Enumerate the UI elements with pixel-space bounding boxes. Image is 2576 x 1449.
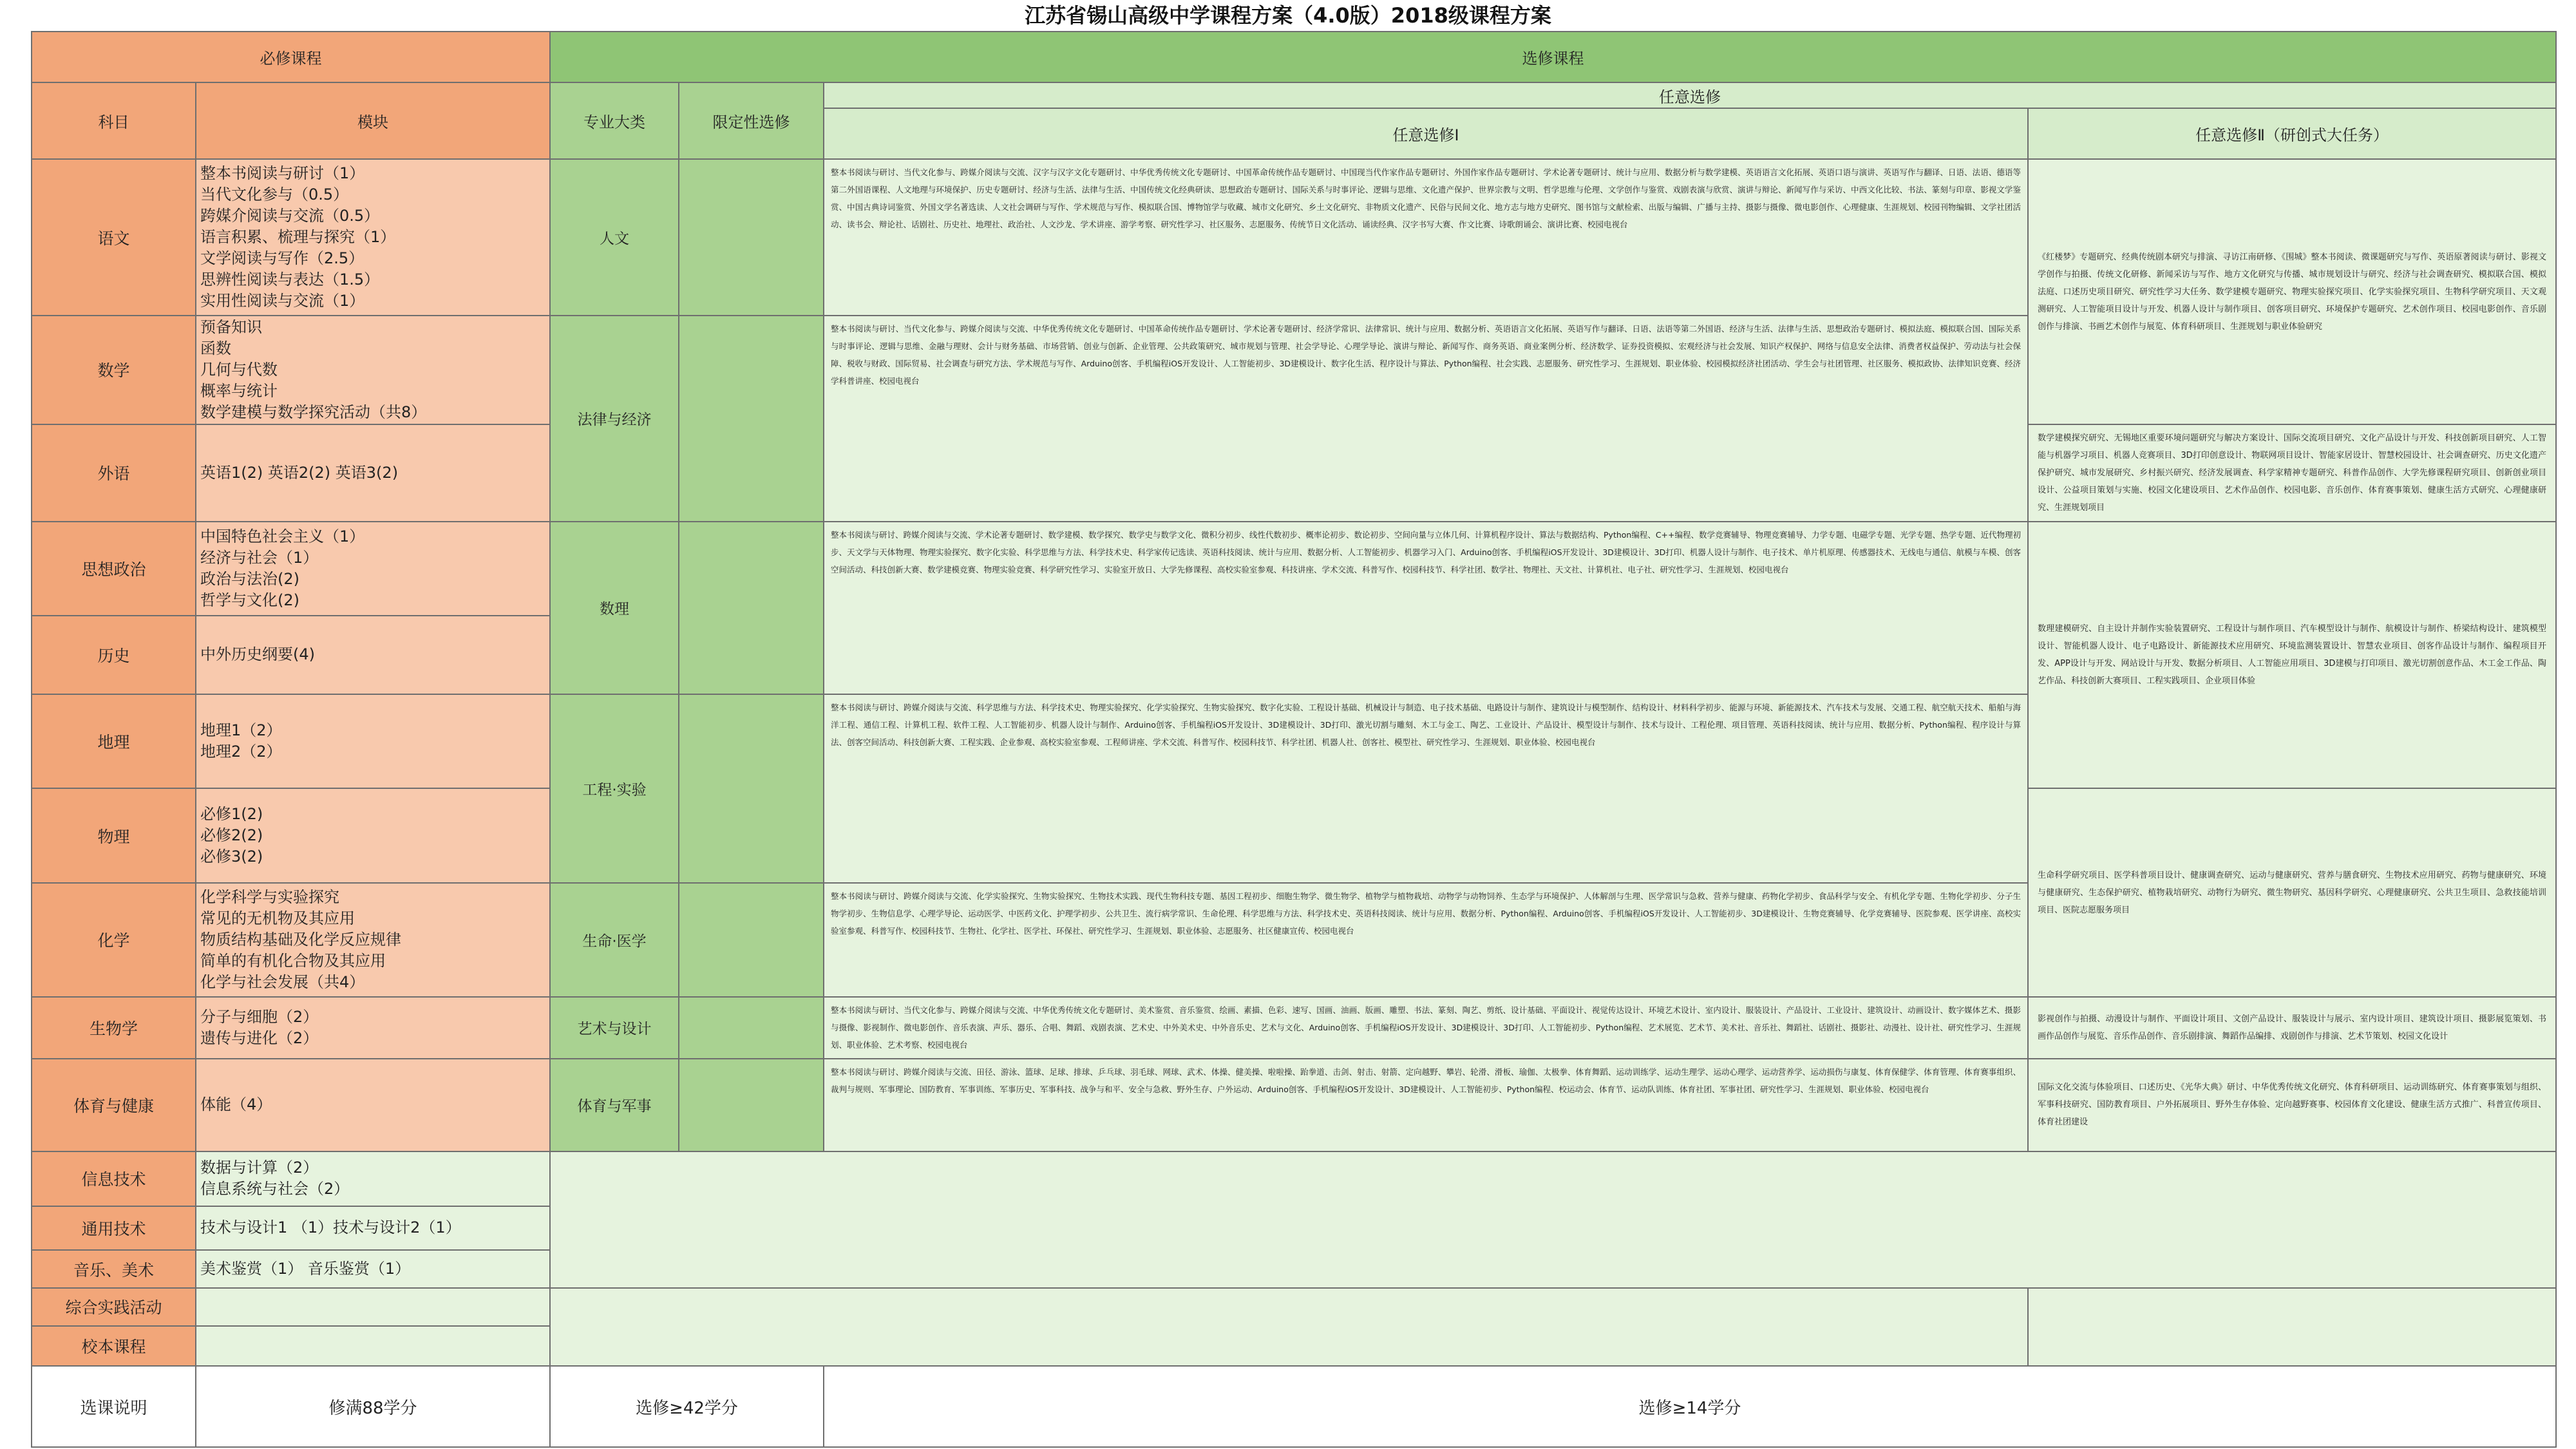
module-item: 体能（4） [200,1095,272,1114]
module-column-header: 模块 [196,82,550,159]
module-cell [196,883,550,997]
limited-elective-credits-note: 选修≥42学分 [550,1366,824,1447]
elective-courses-header: 选修课程 [550,32,2556,82]
module-item: 函数 [200,339,231,357]
module-cell [196,788,550,883]
optional-elective-1-content: 整本书阅读与研讨、当代文化参与、跨媒介阅读与交流、中华优秀传统文化专题研讨、中国革命传统作品专题研讨、学术论著专题研讨、经济学常识、法律常识、统计与应用、数据分析、英语语言文化拓展、英语写作与翻译、日语、法语等第二外国语、经济与生活、法律与生活、思想政治专题研讨、模拟法庭、模拟联合国、国际关系与时事评论、逻辑与思维、金融与理财、会计与财务基础、市场营销、创业与创新、企业管理、公共政策研究、城市规划与管理、社会学导论、心理学导论、演讲与辩论、新闻写作、商务英语、商业案例分析、经济数学、证券投资模拟、宏观经济与社会发展、知识产权保护、网络与信息安全法律、消费者权益保护、劳动法与社会保障、税收与财政、国际贸易、社会调查与研究方法、学术规范与写作、Arduino创客、手机编程iOS开发设计、人工智能初步、3D建模设计、数字化生活、程序设计与算法、Python编程、社会实践、志愿服务、研究性学习、生涯规划、职业体验、校园模拟经济社团活动、学生会与社团管理、社区服务、模拟政协、法律知识竞赛、经济学科普讲座、校园电视台 [824,316,2028,522]
subject-name: 生物学 [32,997,196,1059]
module-item: 中国特色社会主义（1） [200,527,365,545]
module-item: 信息系统与社会（2） [200,1180,350,1198]
subject-name: 地理 [32,694,196,789]
optional-elective-2-content: 《红楼梦》专题研究、经典传统剧本研究与排演、寻访江南研修、《围城》整本书阅读、微课题研究与写作、英语原著阅读与研讨、影视文学创作与拍摄、传统文化研修、新闻采访与写作、地方文化研究与传播、城市规划设计与研究、经济与社会调查研究、模拟联合国、模拟法庭、口述历史项目研究、研究性学习大任务、数学建模专题研究、物理实验探究项目、化学实验探究项目、生物科学研究项目、天文观测研究、人工智能项目设计与开发、机器人设计与制作项目、创客项目研究、环境保护专题研究、艺术创作项目、校园电影创作、音乐剧创作与排演、书画艺术创作与展览、体育科研项目、生涯规划与职业体验研究 [2028,159,2556,424]
subject-name: 语文 [32,159,196,316]
module-item: 化学科学与实验探究 [200,887,339,906]
module-item: 概率与统计 [200,381,278,400]
subject-name: 历史 [32,616,196,694]
module-cell [196,424,550,522]
required-courses-header: 必修课程 [32,32,550,82]
limited-elective-header: 限定性选修 [679,82,824,159]
module-item: 语言积累、梳理与探究（1） [200,228,396,247]
optional-elective-2-header: 任意选修Ⅱ（研创式大任务） [2028,108,2556,159]
module-cell [196,1326,550,1367]
subject-name: 物理 [32,788,196,883]
major-category: 人文 [550,159,679,316]
subject-name: 化学 [32,883,196,997]
major-category: 生命·医学 [550,883,679,997]
subject-column-header: 科目 [32,82,196,159]
module-item: 简单的有机化合物及其应用 [200,951,386,970]
major-category: 艺术与设计 [550,997,679,1059]
subject-name: 数学 [32,316,196,424]
subject-name: 体育与健康 [32,1059,196,1151]
module-item: 经济与社会（1） [200,548,319,567]
module-item: 化学与社会发展（共4） [200,972,365,991]
optional-elective-2-content: 国际文化交流与体验项目、口述历史、《光华大典》研讨、中华优秀传统文化研究、体育科研项目、运动训练研究、体育赛事策划与组织、军事科技研究、国防教育项目、户外拓展项目、野外生存体验、定向越野赛事、校园体育文化建设、健康生活方式推广、科普宣传项目、体育社团建设 [2028,1059,2556,1151]
required-credits-note: 修满88学分 [196,1366,550,1447]
module-cell [196,694,550,789]
subject-name: 外语 [32,424,196,522]
elective-empty-area [550,1288,2028,1366]
module-item: 几何与代数 [200,360,278,379]
limited-elective-cell [679,997,824,1059]
module-item: 美术鉴赏（1） 音乐鉴赏（1） [200,1260,411,1278]
module-item: 思辨性阅读与表达（1.5） [200,270,380,289]
limited-elective-cell [679,883,824,997]
optional-elective-2-content: 数学建模探究研究、无锡地区重要环境问题研究与解决方案设计、国际交流项目研究、文化产品设计与开发、科技创新项目研究、人工智能与机器学习项目、机器人竞赛项目、3D打印创意设计、物联网项目设计、智能家居设计、智慧校园设计、社会调查研究、历史文化遗产保护研究、城市发展研究、乡村振兴研究、经济发展调查、科学家精神专题研究、科普作品创作、大学先修课程研究项目、创新创业项目设计、公益项目策划与实施、校园文化建设项目、艺术作品创作、校园电影、音乐创作、体育赛事策划、健康生活方式研究、心理健康研究、生涯规划项目 [2028,424,2556,522]
module-cell [196,522,550,616]
elective-empty-area [550,1151,2556,1288]
selection-note-label: 选课说明 [32,1366,196,1447]
module-cell [196,159,550,316]
limited-elective-cell [679,694,824,883]
module-item: 哲学与文化(2) [200,591,299,609]
limited-elective-cell [679,316,824,522]
optional-elective-2-content: 生命科学研究项目、医学科普项目设计、健康调查研究、运动与健康研究、营养与膳食研究、生物技术应用研究、药物与健康研究、环境与健康研究、生态保护研究、植物栽培研究、动物行为研究、微生物研究、基因科学研究、心理健康研究、公共卫生项目、急救技能培训项目、医院志愿服务项目 [2028,788,2556,997]
optional-elective-header: 任意选修 [824,82,2556,108]
optional-elective-2-content: 数理建模研究、自主设计并制作实验装置研究、工程设计与制作项目、汽车模型设计与制作、航模设计与制作、桥梁结构设计、建筑模型设计、智能机器人设计、电子电路设计、新能源技术应用研究、环境监测装置设计、智慧农业项目、创客作品设计与制作、编程项目开发、APP设计与开发、网站设计与开发、数据分析项目、人工智能应用项目、3D建模与打印项目、激光切割创意作品、木工金工作品、陶艺作品、科技创新大赛项目、工程实践项目、企业项目体验 [2028,522,2556,789]
optional-elective-1-content: 整本书阅读与研讨、跨媒介阅读与交流、学术论著专题研讨、数学建模、数学探究、数学史与数学文化、微积分初步、线性代数初步、概率论初步、数论初步、空间向量与立体几何、计算机程序设计、算法与数据结构、Python编程、C++编程、数学竞赛辅导、物理竞赛辅导、力学专题、电磁学专题、光学专题、热学专题、近代物理初步、天文学与天体物理、物理实验探究、数字化实验、科学思维与方法、科学技术史、科学家传记选读、英语科技阅读、统计与应用、数据分析、人工智能初步、机器学习入门、Arduino创客、手机编程iOS开发设计、3D建模设计、3D打印、机器人设计与制作、电子技术、单片机原理、传感器技术、无线电与通信、航模与车模、创客空间活动、科技创新大赛、数学建模竞赛、物理实验竞赛、科学研究性学习、实验室开放日、大学先修课程、高校实验室参观、科技讲座、学术交流、科普写作、校园科技节、科学社团、数学社、物理社、天文社、计算机社、电子社、研究性学习、生涯规划、校园电视台 [824,522,2028,694]
module-item: 实用性阅读与交流（1） [200,292,365,310]
module-item: 分子与细胞（2） [200,1007,319,1026]
subject-name: 音乐、美术 [32,1250,196,1288]
document-title: 江苏省锡山高级中学课程方案（4.0版）2018级课程方案 [1025,3,1551,28]
optional-elective-1-content: 整本书阅读与研讨、当代文化参与、跨媒介阅读与交流、中华优秀传统文化专题研讨、美术鉴赏、音乐鉴赏、绘画、素描、色彩、速写、国画、油画、版画、雕塑、书法、篆刻、陶艺、剪纸、设计基础、平面设计、视觉传达设计、环境艺术设计、室内设计、服装设计、产品设计、工业设计、建筑设计、动画设计、数字媒体艺术、摄影与摄像、影视制作、微电影创作、音乐表演、声乐、器乐、合唱、舞蹈、戏剧表演、艺术史、中外美术史、中外音乐史、艺术与文化、Arduino创客、手机编程iOS开发设计、3D建模设计、3D打印、人工智能初步、Python编程、艺术展览、艺术节、美术社、音乐社、舞蹈社、话剧社、摄影社、动漫社、设计社、研究性学习、生涯规划、职业体验、艺术考察、校园电视台 [824,997,2028,1059]
curriculum-table [31,31,2557,1448]
module-item: 必修1(2) [200,805,263,824]
module-cell [196,1288,550,1326]
module-item: 文学阅读与写作（2.5） [200,249,365,268]
major-category: 体育与军事 [550,1059,679,1151]
module-item: 地理2（2） [200,742,282,761]
subject-name: 综合实践活动 [32,1288,196,1326]
module-item: 技术与设计1 （1）技术与设计2（1） [200,1218,461,1237]
module-item: 地理1（2） [200,721,282,739]
module-item: 当代文化参与（0.5） [200,185,349,204]
optional-elective-credits-note: 选修≥14学分 [824,1366,2556,1447]
module-cell [196,1250,550,1288]
limited-elective-cell [679,1059,824,1151]
module-item: 物质结构基础及化学反应规律 [200,930,401,949]
major-category: 法律与经济 [550,316,679,522]
module-cell [196,316,550,424]
module-item: 数据与计算（2） [200,1159,319,1177]
optional-elective-1-header: 任意选修Ⅰ [824,108,2028,159]
module-cell [196,1151,550,1206]
limited-elective-cell [679,522,824,694]
optional-elective-1-content: 整本书阅读与研讨、当代文化参与、跨媒介阅读与交流、汉字与汉字文化专题研讨、中华优秀传统文化专题研讨、中国革命传统作品专题研讨、中国现当代作家作品专题研讨、外国作家作品专题研讨、学术论著专题研讨、统计与应用、数据分析与数学建模、英语语言文化拓展、英语口语与演讲、英语写作与翻译、日语、法语、德语等第二外国语课程、人文地理与环境保护、历史专题研讨、经济与生活、法律与生活、中国传统文化经典研读、思想政治专题研讨、国际关系与时事评论、逻辑与思维、文化遗产保护、世界宗教与文明、哲学思维与伦理、文学创作与鉴赏、戏剧表演与欣赏、演讲与辩论、新闻写作与采访、中西文化比较、书法、篆刻与印章、影视文学鉴赏、中国古典诗词鉴赏、外国文学名著选读、人文社会调研与写作、学术规范与写作、模拟联合国、博物馆学与收藏、城市文化研究、乡土文化研究、非物质文化遗产、民俗与民间文化、地方志与地方史研究、图书馆与文献检索、出版与编辑、广播与主持、摄影与摄像、微电影创作、心理健康、生涯规划、校园刊物编辑、文学社团活动、读书会、辩论社、话剧社、历史社、地理社、政治社、人文沙龙、学术讲座、游学考察、研究性学习、社区服务、志愿服务、传统节日文化活动、诵读经典、汉字书写大赛、作文比赛、诗歌朗诵会、演讲比赛、校园电视台 [824,159,2028,316]
subject-name: 通用技术 [32,1206,196,1251]
major-category-header: 专业大类 [550,82,679,159]
module-item: 预备知识 [200,317,262,336]
module-cell [196,616,550,694]
optional-elective-2-content: 影视创作与拍摄、动漫设计与制作、平面设计项目、文创产品设计、服装设计与展示、室内设计项目、建筑设计项目、摄影展览策划、书画作品创作与展览、音乐作品创作、音乐剧排演、舞蹈作品编排、戏剧创作与排演、艺术节策划、校园文化设计 [2028,997,2556,1059]
module-item: 政治与法治(2) [200,569,299,588]
subject-name: 思想政治 [32,522,196,616]
module-cell [196,1059,550,1151]
optional-elective-1-content: 整本书阅读与研讨、跨媒介阅读与交流、田径、游泳、篮球、足球、排球、乒乓球、羽毛球、网球、武术、体操、健美操、啦啦操、跆拳道、击剑、射击、射箭、定向越野、攀岩、轮滑、滑板、瑜伽、太极拳、体育舞蹈、运动训练学、运动生理学、运动心理学、运动营养学、运动损伤与康复、体育保健学、体育管理、体育赛事组织、裁判与规则、军事理论、国防教育、军事训练、军事历史、军事科技、战争与和平、安全与急救、野外生存、户外运动、Arduino创客、手机编程iOS开发设计、3D建模设计、人工智能初步、Python编程、校运动会、体育节、运动队训练、体育社团、军事社团、研究性学习、生涯规划、职业体验、校园电视台 [824,1059,2028,1151]
module-item: 整本书阅读与研讨（1） [200,164,365,183]
major-category: 数理 [550,522,679,694]
module-item: 数学建模与数学探究活动（共8） [200,402,427,421]
module-item: 必修2(2) [200,826,263,845]
limited-elective-cell [679,159,824,316]
module-item: 跨媒介阅读与交流（0.5） [200,207,380,225]
subject-name: 校本课程 [32,1326,196,1367]
module-item: 中外历史纲要(4) [200,645,315,664]
major-category: 工程·实验 [550,694,679,883]
module-item: 必修3(2) [200,848,263,866]
module-item: 英语1(2) 英语2(2) 英语3(2) [200,463,399,482]
module-item: 遗传与进化（2） [200,1028,319,1047]
module-cell [196,1206,550,1251]
optional-elective-1-content: 整本书阅读与研讨、跨媒介阅读与交流、化学实验探究、生物实验探究、生物技术实践、现代生物科技专题、基因工程初步、细胞生物学、微生物学、植物学与植物栽培、动物学与动物饲养、生态学与环境保护、人体解剖与生理、医学常识与急救、营养与健康、药物化学初步、食品科学与安全、有机化学专题、生物化学初步、分子生物学初步、生物信息学、心理学导论、运动医学、中医药文化、护理学初步、公共卫生、流行病学常识、生命伦理、科学思维与方法、科学技术史、英语科技阅读、统计与应用、数据分析、Python编程、Arduino创客、手机编程iOS开发设计、人工智能初步、3D建模设计、生物竞赛辅导、化学竞赛辅导、医院参观、医学讲座、高校实验室参观、科普写作、校园科技节、生物社、化学社、医学社、环保社、研究性学习、生涯规划、职业体验、志愿服务、社区健康宣传、校园电视台 [824,883,2028,997]
optional-elective-1-content: 整本书阅读与研讨、跨媒介阅读与交流、科学思维与方法、科学技术史、物理实验探究、化学实验探究、生物实验探究、数字化实验、工程设计基础、机械设计与制造、电子技术基础、电路设计与制作、建筑设计与模型制作、结构设计、材料科学初步、能源与环境、新能源技术、汽车技术与发展、交通工程、航空航天技术、船舶与海洋工程、通信工程、计算机工程、软件工程、人工智能初步、机器人设计与制作、Arduino创客、手机编程iOS开发设计、3D建模设计、3D打印、激光切割与雕刻、木工与金工、陶艺、工业设计、产品设计、模型设计与制作、技术与设计、工程伦理、项目管理、英语科技阅读、统计与应用、数据分析、Python编程、程序设计与算法、创客空间活动、科技创新大赛、工程实践、企业参观、高校实验室参观、工程师讲座、学术交流、科普写作、校园科技节、科学社团、机器人社、创客社、模型社、研究性学习、生涯规划、职业体验、校园电视台 [824,694,2028,883]
subject-name: 信息技术 [32,1151,196,1206]
optional-elective-1-empty [2028,1288,2556,1366]
module-item: 常见的无机物及其应用 [200,909,355,927]
module-cell [196,997,550,1059]
